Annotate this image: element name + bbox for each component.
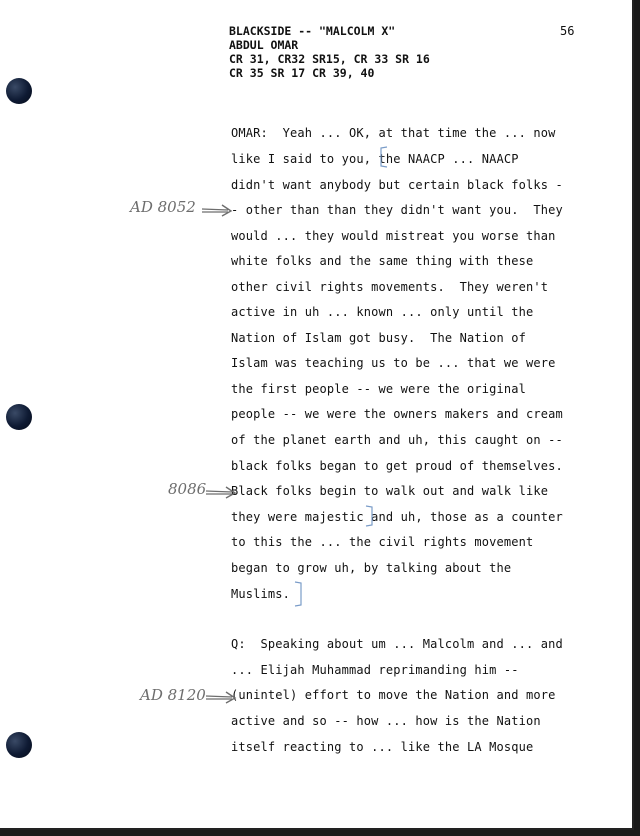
edit-bracket-icon — [363, 505, 375, 527]
body-line-15: Black folks begin to walk out and walk like — [231, 484, 549, 498]
body-line-2: like I said to you, the NAACP ... NAACP — [231, 152, 519, 166]
page-number: 56 — [560, 24, 575, 38]
body-line-24: itself reacting to ... like the LA Mosque — [231, 740, 534, 754]
body-line-7: other civil rights movements. They weren't — [231, 280, 549, 294]
body-line-13: of the planet earth and uh, this caught on -- — [231, 433, 563, 447]
body-line-4: - other than than they didn't want you. They — [231, 203, 563, 217]
margin-note-timecode-2: 8086 — [168, 480, 207, 498]
body-line-14: black folks began to get proud of themselves. — [231, 459, 563, 473]
header-line-4: CR 35 SR 17 CR 39, 40 — [229, 66, 375, 80]
body-line-23: active and so -- how ... how is the Nation — [231, 714, 541, 728]
edit-bracket-icon — [292, 580, 304, 608]
body-line-16: they were majestic and uh, those as a counter — [231, 510, 563, 524]
body-line-11: the first people -- we were the original — [231, 382, 526, 396]
handwritten-arrow-icon — [204, 690, 238, 704]
body-line-6: white folks and the same thing with these — [231, 254, 534, 268]
body-line-10: Islam was teaching us to be ... that we were — [231, 356, 556, 370]
body-line-5: would ... they would mistreat you worse than — [231, 229, 556, 243]
body-line-18: began to grow uh, by talking about the — [231, 561, 512, 575]
body-line-20: Q: Speaking about um ... Malcolm and ... and — [231, 637, 563, 651]
body-line-12: people -- we were the owners makers and cream — [231, 407, 563, 421]
header-line-1: BLACKSIDE -- "MALCOLM X" — [229, 24, 396, 38]
document-header — [229, 24, 430, 80]
body-line-22: (unintel) effort to move the Nation and more — [231, 688, 556, 702]
binder-hole-middle — [6, 404, 32, 430]
binder-hole-top — [6, 78, 32, 104]
body-line-17: to this the ... the civil rights movement — [231, 535, 534, 549]
body-line-3: didn't want anybody but certain black folks - — [231, 178, 563, 192]
header-line-3: CR 31, CR32 SR15, CR 33 SR 16 — [229, 52, 430, 66]
body-line-9: Nation of Islam got busy. The Nation of — [231, 331, 526, 345]
header-line-2: ABDUL OMAR — [229, 38, 299, 52]
handwritten-arrow-icon — [200, 203, 234, 217]
margin-note-timecode-3: AD 8120 — [140, 686, 206, 704]
edit-bracket-icon — [378, 146, 390, 168]
body-line-1: OMAR: Yeah ... OK, at that time the ... now — [231, 126, 556, 140]
body-line-21: ... Elijah Muhammad reprimanding him -- — [231, 663, 519, 677]
margin-note-timecode-1: AD 8052 — [130, 198, 196, 216]
body-line-19: Muslims. — [231, 587, 290, 601]
binder-hole-bottom — [6, 732, 32, 758]
handwritten-arrow-icon — [204, 485, 238, 499]
body-line-8: active in uh ... known ... only until the — [231, 305, 534, 319]
